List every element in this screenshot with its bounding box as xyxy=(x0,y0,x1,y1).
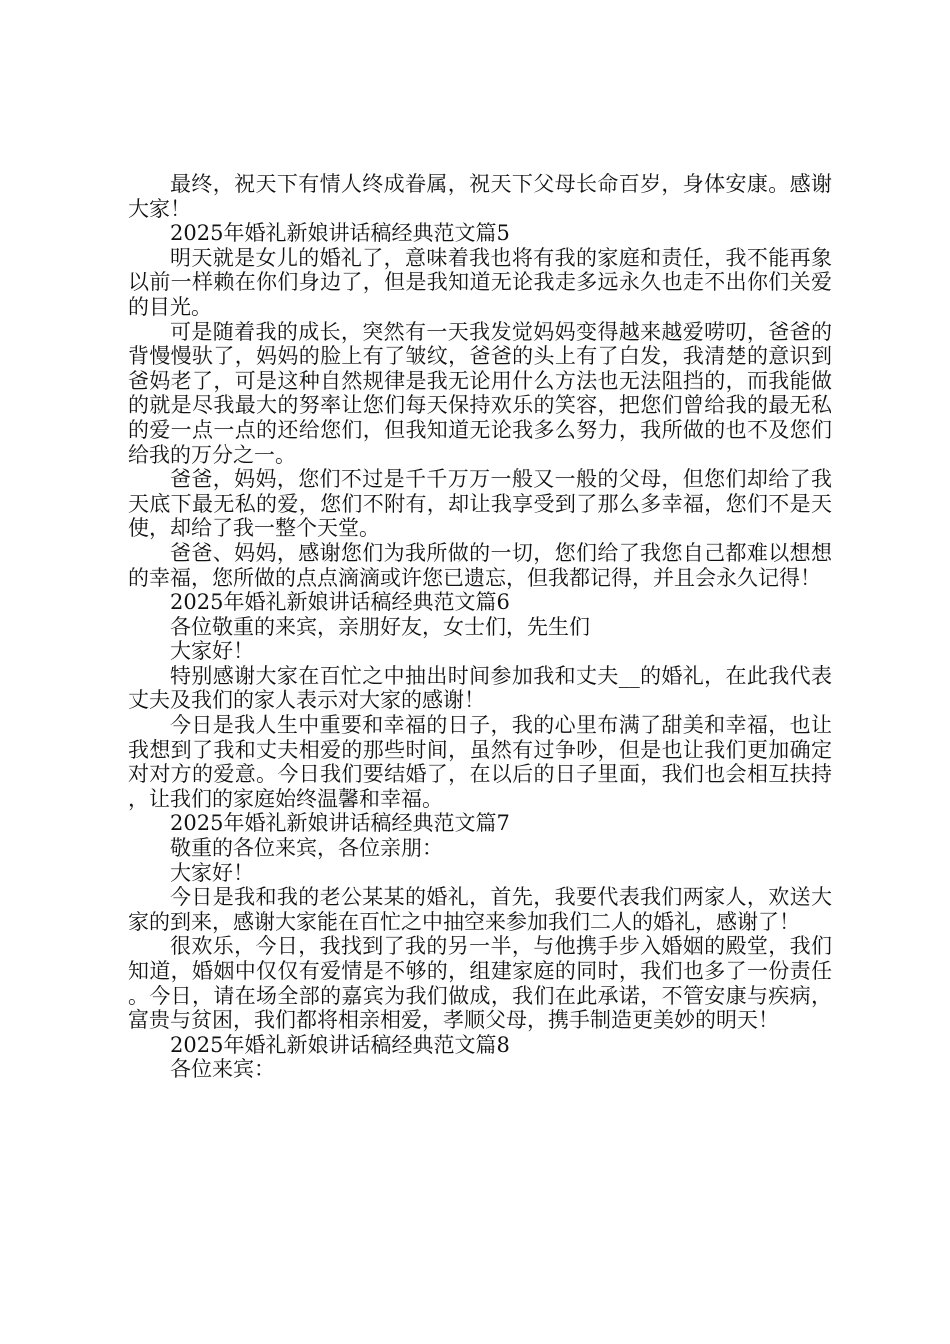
paragraph: 很欢乐，今日，我找到了我的另一半，与他携手步入婚姻的殿堂，我们知道，婚姻中仅仅有爱情是不够的，组建家庭的同时，我们也多了一份责任。今日，请在场全部的嘉宾为我们做成，我们在此承诺，不管安康与疾病，富贵与贫困，我们都将相亲相爱，孝顺父母，携手制造更美妙的明天！ xyxy=(128,934,832,1033)
paragraph: 大家好！ xyxy=(170,639,254,664)
section-heading: 2025年婚礼新娘讲话稿经典范文篇6 xyxy=(170,590,510,615)
paragraph: 今日是我人生中重要和幸福的日子，我的心里布满了甜美和幸福，也让我想到了我和丈夫相爱的那些时间，虽然有过争吵，但是也让我们更加确定对对方的爱意。今日我们要结婚了，在以后的日子里面，我们也会相互扶持，让我们的家庭始终温馨和幸福。 xyxy=(128,713,832,811)
paragraph: 各位来宾： xyxy=(170,1057,275,1082)
paragraph: 大家好！ xyxy=(170,860,254,885)
paragraph: 可是随着我的成长，突然有一天我发觉妈妈变得越来越爱唠叨，爸爸的背慢慢驮了，妈妈的脸上有了皱纹，爸爸的头上有了白发，我清楚的意识到爸妈老了，可是这种自然规律是我无论用什么方法也无法阻挡的，而我能做的就是尽我最大的努率让您们每天保持欢乐的笑容，把您们曾给我的最无私的爱一点一点的还给您们，但我知道无论我多么努力，我所做的也不及您们给我的万分之一。 xyxy=(128,319,832,467)
paragraph: 爸爸、妈妈，感谢您们为我所做的一切，您们给了我您自己都难以想想的幸福，您所做的点点滴滴或许您已遗忘，但我都记得，并且会永久记得！ xyxy=(128,540,832,590)
section-heading: 2025年婚礼新娘讲话稿经典范文篇7 xyxy=(170,811,510,836)
section-heading: 2025年婚礼新娘讲话稿经典范文篇5 xyxy=(170,221,510,246)
document-page xyxy=(128,172,832,1082)
paragraph: 最终，祝天下有情人终成眷属，祝天下父母长命百岁，身体安康。感谢大家！ xyxy=(128,172,832,221)
paragraph: 明天就是女儿的婚礼了，意味着我也将有我的家庭和责任，我不能再象以前一样赖在你们身边了，但是我知道无论我走多远永久也走不出你们关爱的目光。 xyxy=(128,245,832,319)
paragraph: 特别感谢大家在百忙之中抽出时间参加我和丈夫__的婚礼，在此我代表丈夫及我们的家人表示对大家的感谢！ xyxy=(128,663,832,713)
paragraph: 今日是我和我的老公某某的婚礼，首先，我要代表我们两家人，欢送大家的到来，感谢大家能在百忙之中抽空来参加我们二人的婚礼，感谢了！ xyxy=(128,885,832,934)
paragraph: 敬重的各位来宾，各位亲朋： xyxy=(170,836,443,861)
paragraph: 爸爸，妈妈，您们不过是千千万万一般又一般的父母，但您们却给了我天底下最无私的爱，您们不附有，却让我享受到了那么多幸福，您们不是天使，却给了我一整个天堂。 xyxy=(128,467,832,541)
section-heading: 2025年婚礼新娘讲话稿经典范文篇8 xyxy=(170,1032,510,1057)
paragraph: 各位敬重的来宾，亲朋好友，女士们，先生们 xyxy=(170,614,590,639)
